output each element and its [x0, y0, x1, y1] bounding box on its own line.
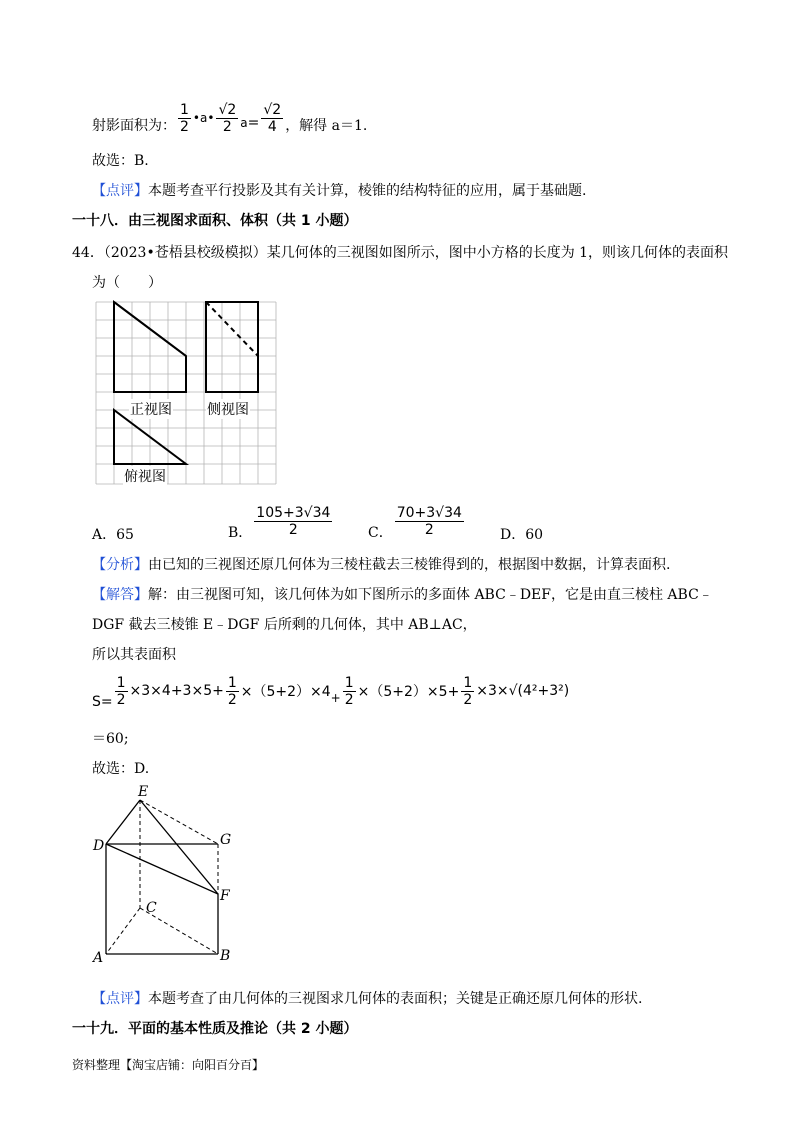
q44-stem-line2: 为（ ）: [92, 275, 162, 291]
edge-CA: [106, 908, 140, 954]
section-18-title: 一十八．由三视图求面积、体积（共 1 小题）: [72, 213, 358, 229]
vertex-label-b: B: [220, 948, 231, 964]
side-view-dashed: [206, 302, 258, 356]
vertex-label-d: D: [93, 838, 105, 854]
projection-prefix: 射影面积为：: [92, 118, 176, 134]
option-a: A．65: [92, 527, 134, 543]
vertex-label-c: C: [146, 900, 157, 916]
answer-line2: DGF 截去三棱锥 E﹣DGF 后所剩的几何体，其中 AB⊥AC，: [92, 617, 477, 633]
option-d: D．60: [500, 527, 544, 543]
review-tag: 【点评】: [92, 183, 148, 199]
answer-line1: [92, 584, 713, 604]
option-c-label: C．: [368, 525, 393, 541]
formula-sqrt: √(4²+3²): [508, 683, 570, 699]
analysis-line: [92, 554, 670, 574]
option-b: [228, 500, 334, 542]
option-c-fraction: $\frac{70+3√34}{2}$: [396, 504, 462, 538]
formula-s: S=: [92, 694, 113, 710]
fraction-root2-over-4: $\frac{√2}{4}$: [263, 101, 282, 135]
vertex-label-g: G: [220, 832, 232, 848]
answer-text-1: 解：由三视图可知，该几何体为如下图所示的多面体 ABC﹣DEF，它是由直三棱柱 ABC﹣: [148, 587, 713, 603]
review-tag-q44: 【点评】: [92, 991, 148, 1007]
equals-sign: =: [247, 115, 260, 131]
label-top-view: 俯视图: [123, 466, 167, 486]
edge-EG: [140, 800, 218, 844]
formula-plus: +: [330, 691, 341, 705]
solve-text: ，解得 a＝1.: [285, 118, 368, 134]
edge-DF: [106, 844, 218, 894]
option-b-fraction: $\frac{105+3√34}{2}$: [256, 504, 331, 538]
review-text-q44: 本题考查了由几何体的三视图求几何体的表面积；关键是正确还原几何体的形状.: [148, 991, 643, 1007]
answer-tag: 【解答】: [92, 587, 148, 603]
review-line-q44: [92, 988, 642, 1008]
vertex-label-e: E: [138, 784, 149, 800]
formula-frac1: $\frac{1}{2}$: [116, 674, 126, 708]
label-front-view: 正视图: [129, 399, 173, 419]
vertex-label-f: F: [220, 888, 230, 904]
answer-line3: 所以其表面积: [92, 647, 176, 663]
section-19-title: 一十九．平面的基本性质及推论（共 2 小题）: [72, 1021, 358, 1037]
a-suffix: a: [240, 116, 248, 130]
fraction-root2-over-2: $\frac{√2}{2}$: [218, 101, 237, 135]
formula-frac3: $\frac{1}{2}$: [344, 674, 354, 708]
surface-formula: [92, 672, 569, 710]
formula-term3: ×（5+2）×5+: [357, 684, 460, 700]
q44-stem-line1: 44．（2023•苍梧县校级模拟）某几何体的三视图如图所示，图中小方格的长度为 1，则该几何体的表面积: [72, 245, 729, 261]
footer-text: 资料整理【淘宝店铺：向阳百分百】: [72, 1058, 265, 1072]
option-c: [368, 500, 466, 542]
analysis-text: 由已知的三视图还原几何体为三棱柱截去三棱锥得到的，根据图中数据，计算表面积.: [148, 557, 671, 573]
option-b-label: B．: [228, 525, 253, 541]
formula-term2: ×（5+2）×4: [240, 684, 331, 700]
three-view-figure: [92, 298, 292, 488]
review-line-top: [92, 180, 586, 200]
result-line: ＝60;: [92, 731, 129, 747]
analysis-tag: 【分析】: [92, 557, 148, 573]
choice-d-line: 故选：D.: [92, 761, 150, 777]
label-side-view: 侧视图: [206, 399, 250, 419]
formula-frac4: $\frac{1}{2}$: [463, 674, 473, 708]
edge-DE: [106, 800, 140, 844]
solid-figure: [92, 782, 242, 972]
projection-line: [92, 98, 367, 138]
vertex-label-a: A: [93, 950, 104, 966]
choice-b-line: 故选：B.: [92, 153, 149, 169]
formula-term1: ×3×4+3×5+: [129, 683, 224, 699]
dot-a-dot: •a•: [192, 111, 215, 125]
formula-term4: ×3×: [476, 683, 509, 699]
formula-frac2: $\frac{1}{2}$: [227, 674, 237, 708]
fraction-half: $\frac{1}{2}$: [180, 101, 189, 135]
review-text: 本题考查平行投影及其有关计算，棱锥的结构特征的应用，属于基础题.: [148, 183, 587, 199]
edge-EF: [140, 800, 218, 894]
